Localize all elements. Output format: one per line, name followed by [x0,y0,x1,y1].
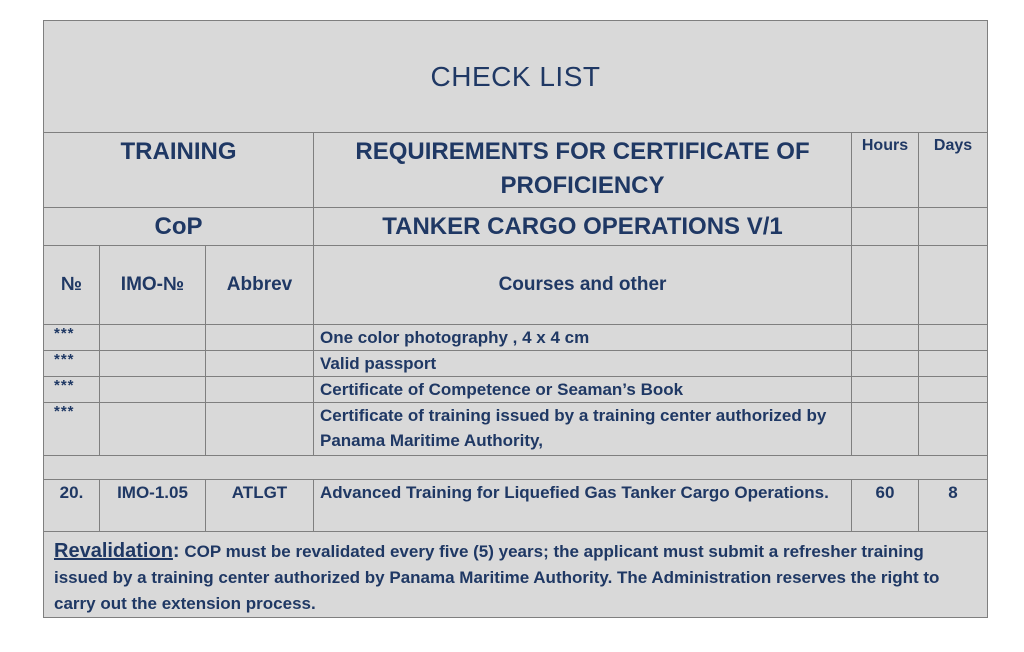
row-marker: *** [44,351,100,377]
revalidation-label: Revalidation [54,540,173,562]
requirement-text: One color photography , 4 x 4 cm [314,325,852,351]
table-row [44,377,988,403]
page-title: CHECK LIST [44,21,988,133]
table-row [44,325,988,351]
cop-label: CoP [44,208,314,246]
course-number: 20. [44,480,100,532]
column-header-courses: Courses and other [314,246,852,325]
requirement-text: Certificate of Competence or Seaman’s Book [314,377,852,403]
hours-header: Hours [852,133,919,208]
course-title: TANKER CARGO OPERATIONS V/1 [314,208,852,246]
course-name: Advanced Training for Liquefied Gas Tanker Cargo Operations. [314,480,852,532]
revalidation-text: COP must be revalidated every five (5) years; the applicant must submit a refresher training issued by a training center authorized by Panama Maritime Authority. The Administration reserves the right to carry out the extension process. [54,542,940,613]
empty-cell [852,246,919,325]
column-header-abbrev: Abbrev [206,246,314,325]
requirement-text: Certificate of training issued by a training center authorized by Panama Maritime Authority, [314,403,852,456]
row-marker: *** [44,403,100,456]
revalidation-note [44,532,988,618]
course-abbrev: ATLGT [206,480,314,532]
course-row [44,480,988,532]
revalidation-colon: : [172,540,180,562]
spacer-row [44,456,988,480]
empty-cell [852,208,919,246]
course-imo-number: IMO-1.05 [100,480,206,532]
empty-cell [919,208,988,246]
requirement-text: Valid passport [314,351,852,377]
table-row [44,403,988,456]
column-header-imo-no: IMO-№ [100,246,206,325]
course-hours: 60 [852,480,919,532]
column-header-no: № [44,246,100,325]
row-marker: *** [44,325,100,351]
table-row [44,351,988,377]
row-marker: *** [44,377,100,403]
days-header: Days [919,133,988,208]
empty-cell [919,246,988,325]
checklist-table [43,20,988,618]
training-header: TRAINING [44,133,314,208]
course-days: 8 [919,480,988,532]
checklist-document [43,20,987,618]
requirements-header: REQUIREMENTS FOR CERTIFICATE OF PROFICIENCY [314,133,852,208]
